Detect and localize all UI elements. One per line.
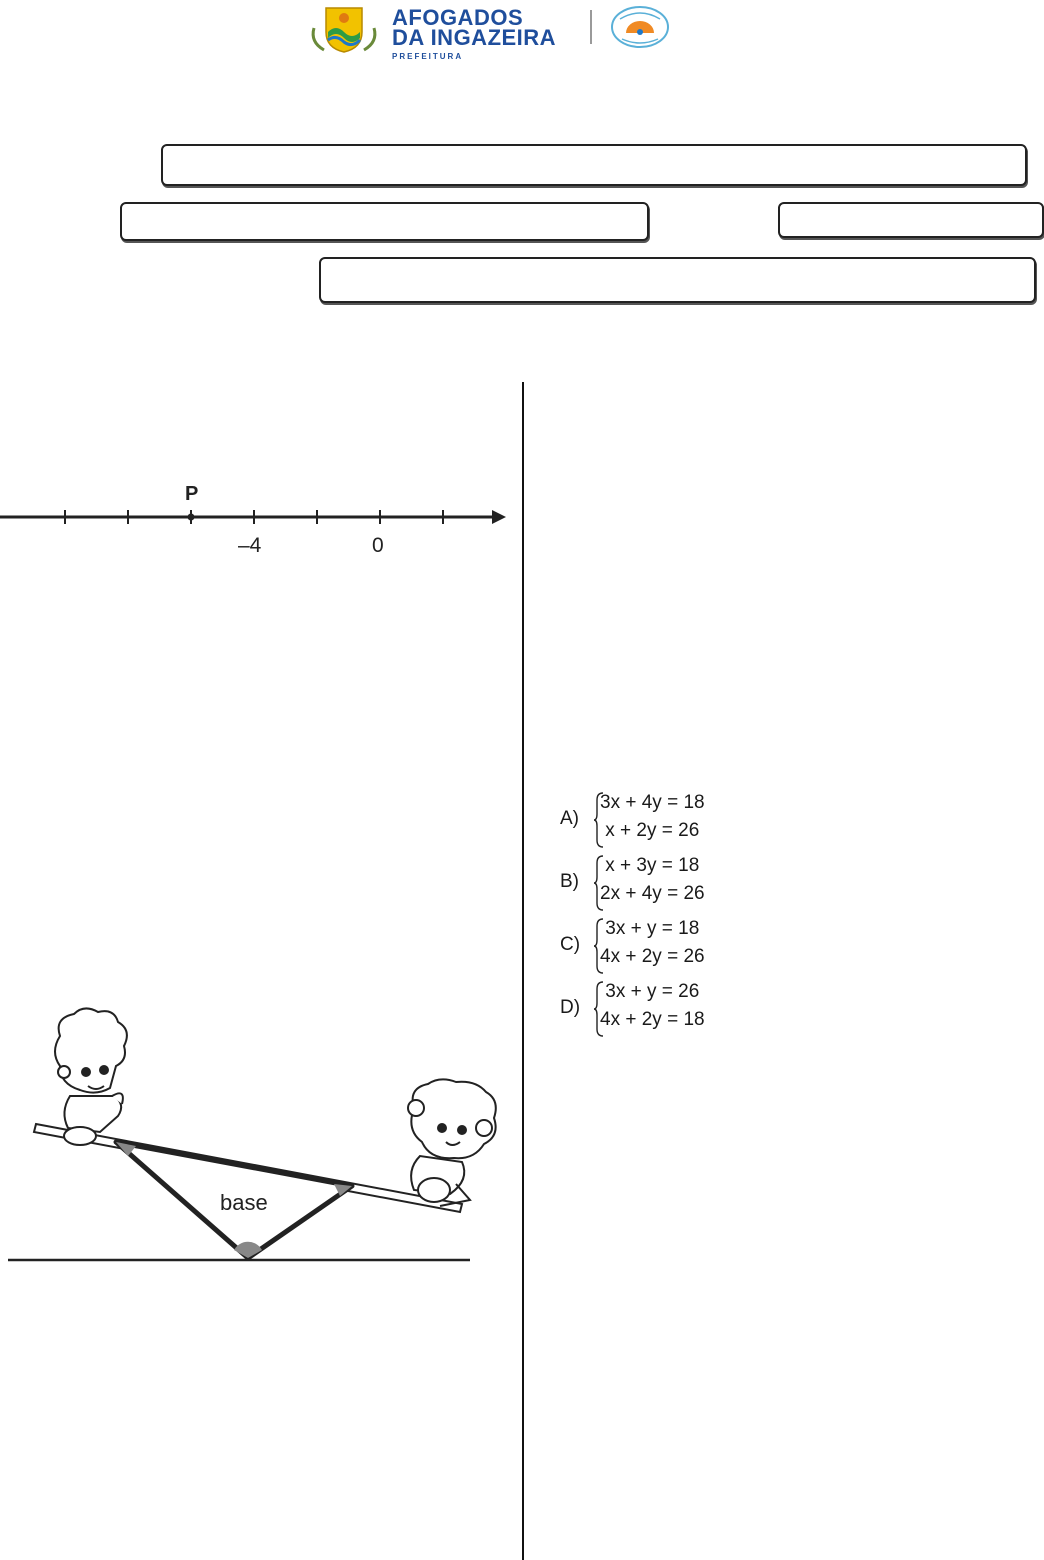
option-d[interactable] [558, 981, 858, 1041]
option-letter: D) [560, 997, 581, 1018]
equation-1: x + 3y = 18 [600, 855, 700, 876]
seal-logo-icon [610, 5, 670, 49]
number-line-figure [0, 470, 520, 570]
header-divider [590, 10, 592, 44]
tick-label-0: 0 [372, 534, 384, 557]
option-b[interactable] [558, 855, 858, 915]
equation-1: 3x + 4y = 18 [600, 792, 705, 813]
equation-2: 4x + 2y = 26 [600, 946, 705, 967]
equation-2: x + 2y = 26 [600, 820, 700, 841]
option-letter: B) [560, 871, 579, 892]
brand-subtitle: PREFEITURA [392, 52, 464, 61]
girl-figure [408, 1079, 496, 1206]
option-letter: A) [560, 808, 579, 829]
point-p-marker [188, 514, 195, 521]
brand-title [392, 5, 557, 50]
option-letter: C) [560, 934, 581, 955]
equation-1: 3x + y = 26 [600, 981, 700, 1002]
equation-2: 2x + 4y = 26 [600, 883, 705, 904]
point-p-label: P [185, 483, 199, 505]
school-field[interactable] [120, 202, 649, 241]
brand-line2: DA INGAZEIRA [392, 25, 557, 50]
crest-logo-icon [306, 2, 382, 54]
tick-label-minus4: –4 [238, 534, 262, 557]
option-c[interactable] [558, 918, 858, 978]
equation-1: 3x + y = 18 [600, 918, 700, 939]
seesaw-illustration [0, 1000, 520, 1290]
brand-line1: AFOGADOS [392, 5, 524, 30]
equation-2: 4x + 2y = 18 [600, 1009, 705, 1030]
column-divider [522, 382, 524, 1560]
number-line-arrow-icon [492, 510, 506, 524]
base-label: base [220, 1190, 268, 1215]
boy-figure [55, 1008, 127, 1145]
student-name-field[interactable] [161, 144, 1027, 186]
class-field[interactable] [778, 202, 1044, 238]
teacher-field[interactable] [319, 257, 1036, 303]
option-a[interactable] [558, 792, 858, 852]
